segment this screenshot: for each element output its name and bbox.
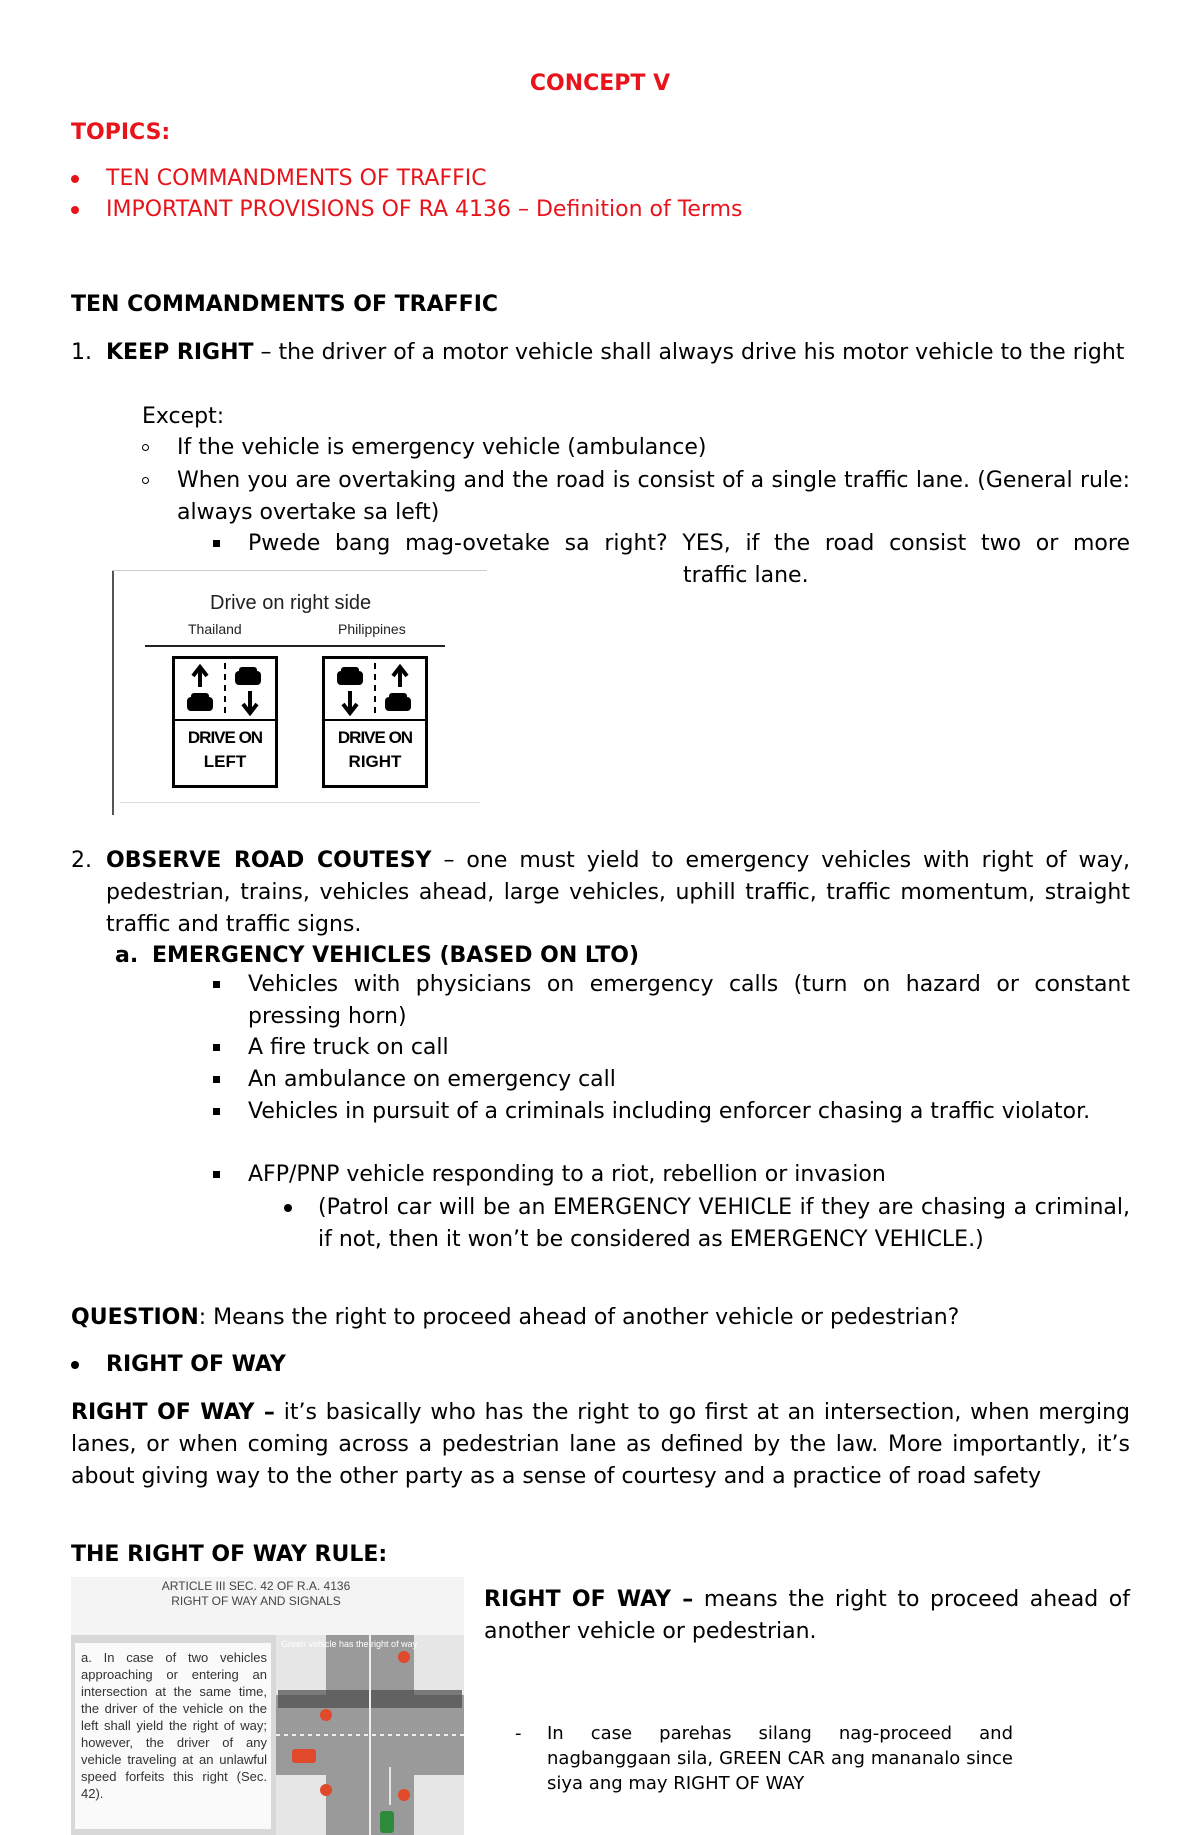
exception-item: When you are overtaking and the road is consist of a single traffic lane. (General rule: always overtake sa left) [177, 468, 1130, 525]
lane-diagram-icon [325, 659, 425, 719]
topic-item: TEN COMMANDMENTS OF TRAFFIC [106, 166, 487, 191]
answer-bullet [71, 1361, 79, 1369]
definition-text: it’s basically who has the right to go first at an intersection, when merging lanes, or when coming across a pedestrian lane as defined by the law. More importantly, it’s about giving way to the other party as a sense of courtesy and a practice of road safety [71, 1400, 1130, 1489]
sign-text: DRIVE ON [187, 728, 263, 747]
rule-note: In case parehas silang nag-proceed and nagbanggaan sila, GREEN CAR ang mananalo since siya ang may RIGHT OF WAY [547, 1723, 1013, 1794]
vehicle-item: Vehicles in pursuit of a criminals including enforcer chasing a traffic violator. [248, 1099, 1091, 1124]
rule-definition-text: means the right to proceed ahead of another vehicle or pedestrian. [484, 1587, 1130, 1644]
topic-bullet [71, 206, 79, 214]
lane-diagram-icon [175, 659, 275, 719]
page-title: CONCEPT V [529, 71, 671, 96]
sign-text: RIGHT [348, 752, 402, 771]
answer: RIGHT OF WAY [106, 1352, 286, 1377]
vehicle-item: Vehicles with physicians on emergency calls (turn on hazard or constant pressing horn) [248, 972, 1130, 1029]
exception-bullet [142, 444, 149, 451]
vehicle-bullet [213, 1044, 220, 1051]
question [71, 1302, 959, 1334]
figure-border [112, 570, 487, 571]
section-heading: TEN COMMANDMENTS OF TRAFFIC [71, 292, 499, 317]
figure-label-thailand: Thailand [188, 621, 242, 637]
figure-text: a. In case of two vehicles approaching or entering an intersection at the same time, the driver of the vehicle on the left shall yield the right of way; however, the driver of any vehicle traveling at an unlawful speed forfeits this right (Sec. 42). [81, 1650, 267, 1801]
item2-description: – one must yield to emergency vehicles with right of way, pedestrian, trains, vehicles ahead, large vehicles, uphill traffic, traffic momentum, straight traffic and traffic signs. [106, 848, 1130, 937]
patrol-note-bullet [284, 1204, 292, 1212]
drive-side-figure [112, 570, 487, 815]
item-number: 1. [71, 340, 92, 365]
rule-definition [484, 1584, 1130, 1648]
patrol-note: (Patrol car will be an EMERGENCY VEHICLE if they are chasing a criminal, if not, then it won’t be considered as EMERGENCY VEHICLE.) [318, 1195, 1130, 1252]
item1-description: – the driver of a motor vehicle shall always drive his motor vehicle to the right [253, 340, 1125, 365]
vehicle-item: A fire truck on call [248, 1035, 449, 1060]
sign-text: DRIVE ON [337, 728, 413, 747]
sub-note-bullet [213, 540, 220, 547]
right-of-way-definition [71, 1397, 1130, 1493]
vehicle-bullet [213, 981, 220, 988]
topic-bullet [71, 175, 79, 183]
sub-a-label: a. [115, 943, 139, 968]
exception-item: If the vehicle is emergency vehicle (ambulance) [177, 435, 707, 460]
right-of-way-figure [71, 1577, 464, 1835]
figure-title-line: RIGHT OF WAY AND SIGNALS [171, 1594, 341, 1608]
definition-term: RIGHT OF WAY – [71, 1400, 275, 1425]
item1-term: KEEP RIGHT [106, 340, 254, 365]
vehicle-item: An ambulance on emergency call [248, 1067, 616, 1092]
topics-label: TOPICS: [71, 120, 171, 145]
item2-text [106, 845, 1130, 941]
figure-title: Drive on right side [210, 592, 372, 614]
exception-bullet [142, 477, 149, 484]
question-label: QUESTION [71, 1305, 199, 1330]
vehicle-bullet [213, 1076, 220, 1083]
vehicle-bullet [213, 1171, 220, 1178]
rule-definition-term: RIGHT OF WAY – [484, 1587, 694, 1612]
sub-note-line: traffic lane. [683, 563, 809, 588]
note-dash: - [515, 1723, 522, 1744]
item2-term: OBSERVE ROAD COUTESY [106, 848, 432, 873]
figure-title-line: ARTICLE III SEC. 42 OF R.A. 4136 [161, 1579, 351, 1593]
figure-banner: Green vehicle has the right of way [281, 1639, 418, 1649]
figure-divider [145, 645, 445, 647]
drive-on-right-sign [322, 656, 428, 788]
sub-note-line: Pwede bang mag-ovetake sa right? YES, if the road consist two or more [248, 531, 1130, 556]
item1-text [106, 337, 1130, 369]
figure-border [112, 570, 114, 815]
vehicle-item: AFP/PNP vehicle responding to a riot, rebellion or invasion [248, 1162, 886, 1187]
intersection-diagram-icon [276, 1635, 464, 1835]
topic-item: IMPORTANT PROVISIONS OF RA 4136 – Definition of Terms [106, 197, 743, 222]
item-number: 2. [71, 848, 92, 873]
sub-a-heading: EMERGENCY VEHICLES (BASED ON LTO) [152, 943, 640, 968]
question-text: : Means the right to proceed ahead of another vehicle or pedestrian? [198, 1305, 960, 1330]
figure-label-philippines: Philippines [338, 621, 406, 637]
except-label: Except: [142, 404, 225, 429]
sign-text: LEFT [203, 752, 247, 771]
vehicle-bullet [213, 1108, 220, 1115]
drive-on-left-sign [172, 656, 278, 788]
rule-heading: THE RIGHT OF WAY RULE: [71, 1542, 388, 1567]
